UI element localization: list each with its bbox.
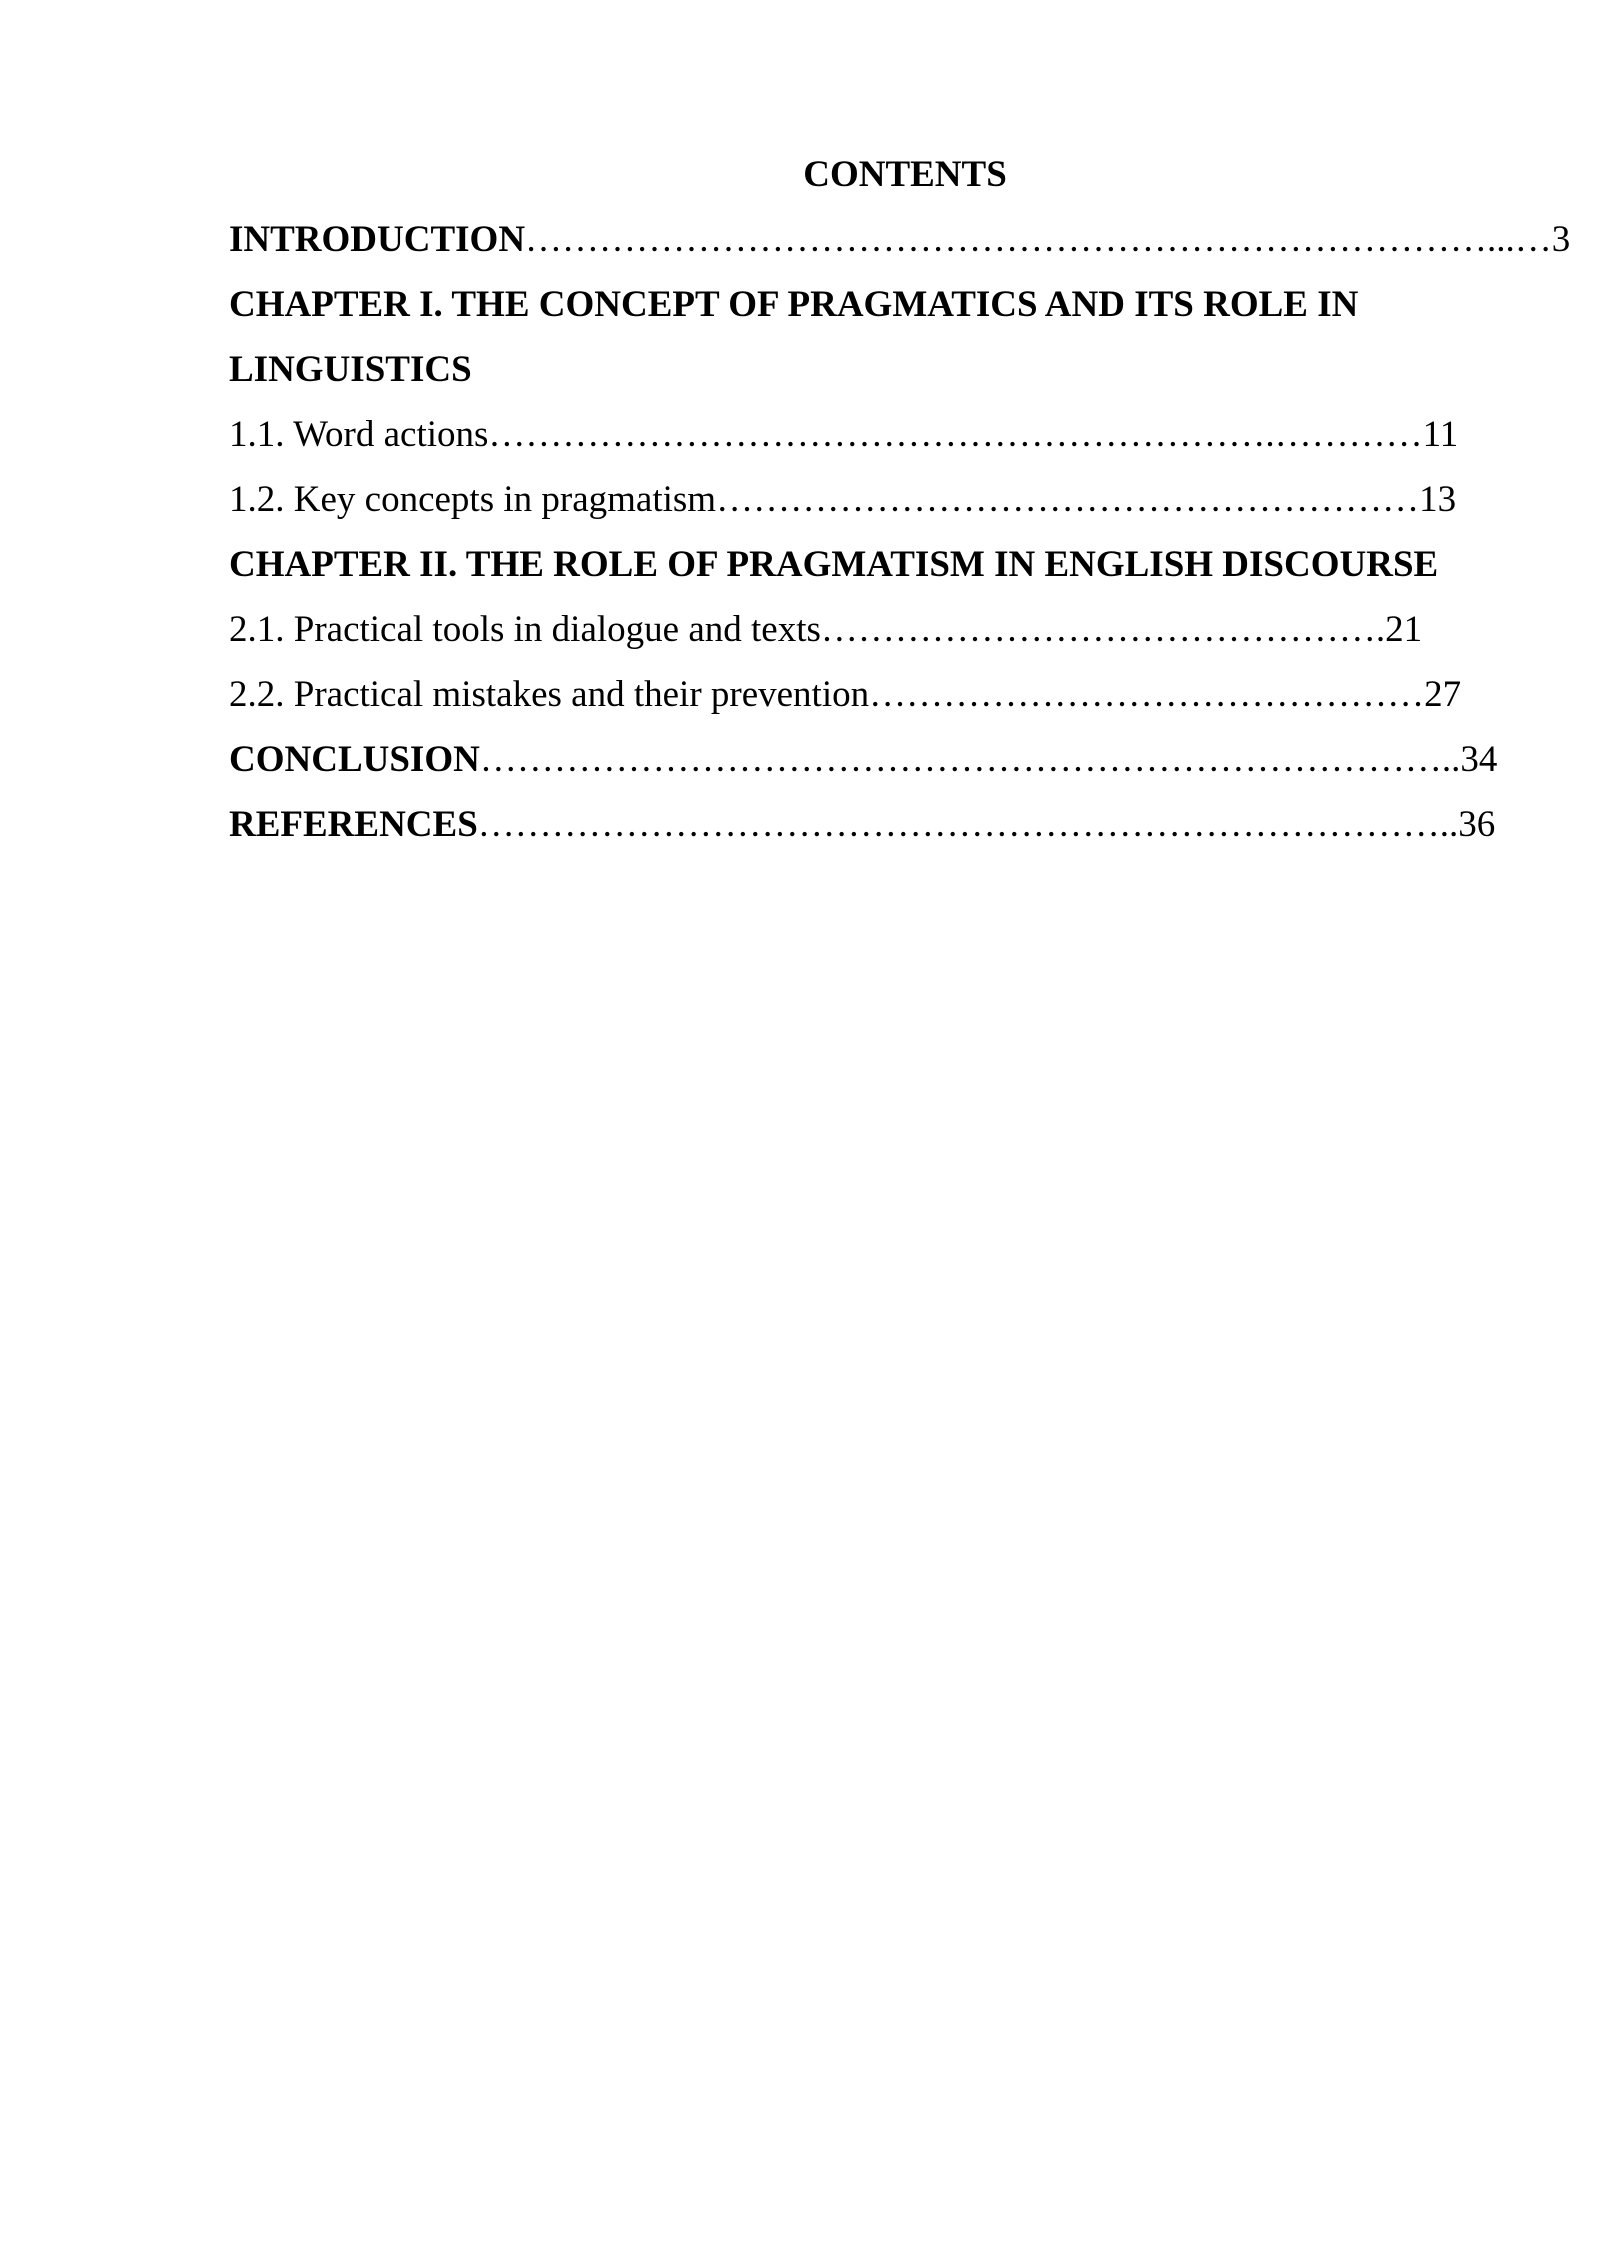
toc-entry-label: LINGUISTICS bbox=[229, 349, 472, 390]
toc-page-number: 27 bbox=[1424, 674, 1462, 715]
toc-leader: ………………………………………. bbox=[820, 609, 1386, 650]
toc-leader: ……………………………………………………….………… bbox=[488, 414, 1423, 455]
toc-entry-1-1 bbox=[229, 410, 1458, 460]
toc-entry-introduction bbox=[229, 215, 1570, 265]
toc-page-number: 3 bbox=[1551, 219, 1571, 260]
toc-page-number: 13 bbox=[1419, 479, 1457, 520]
toc-leader: ……………………………………………………………………...… bbox=[525, 219, 1552, 260]
toc-page-number: 11 bbox=[1422, 414, 1459, 455]
toc-leader: ……………………………………… bbox=[869, 674, 1425, 715]
toc-leader: ………………………………………………… bbox=[716, 479, 1420, 520]
toc-page-number: 21 bbox=[1385, 609, 1423, 650]
toc-entry-label: CHAPTER I. THE CONCEPT OF PRAGMATICS AND ITS ROLE IN bbox=[229, 284, 1359, 325]
toc-entry-label: REFERENCES bbox=[229, 804, 478, 845]
page-title: CONTENTS bbox=[803, 154, 1007, 195]
toc-leader: …………………………………………………………………….. bbox=[479, 739, 1461, 780]
toc-entry-label: 1.1. Word actions bbox=[229, 414, 489, 455]
toc-entry-label: CONCLUSION bbox=[229, 739, 480, 780]
toc-entry-label: INTRODUCTION bbox=[229, 219, 526, 260]
toc-page-number: 34 bbox=[1460, 739, 1498, 780]
toc-entry-2-1 bbox=[229, 605, 1422, 655]
toc-entry-chapter-1 bbox=[229, 280, 1358, 330]
toc-entry-label: 2.1. Practical tools in dialogue and texts bbox=[229, 609, 821, 650]
toc-entry-1-2 bbox=[229, 475, 1456, 525]
toc-leader: …………………………………………………………………….. bbox=[477, 804, 1459, 845]
toc-entry-chapter-2 bbox=[229, 540, 1438, 590]
toc-entry-2-2 bbox=[229, 670, 1461, 720]
toc-entry-label: 1.2. Key concepts in pragmatism bbox=[229, 479, 717, 520]
toc-entry-label: CHAPTER II. THE ROLE OF PRAGMATISM IN ENGLISH DISCOURSE bbox=[229, 544, 1439, 585]
toc-entry-references bbox=[229, 800, 1495, 850]
toc-entry-label: 2.2. Practical mistakes and their prevention bbox=[229, 674, 870, 715]
toc-entry-chapter-1-continued bbox=[229, 345, 472, 395]
toc-entry-conclusion bbox=[229, 735, 1497, 785]
toc-page-number: 36 bbox=[1458, 804, 1496, 845]
